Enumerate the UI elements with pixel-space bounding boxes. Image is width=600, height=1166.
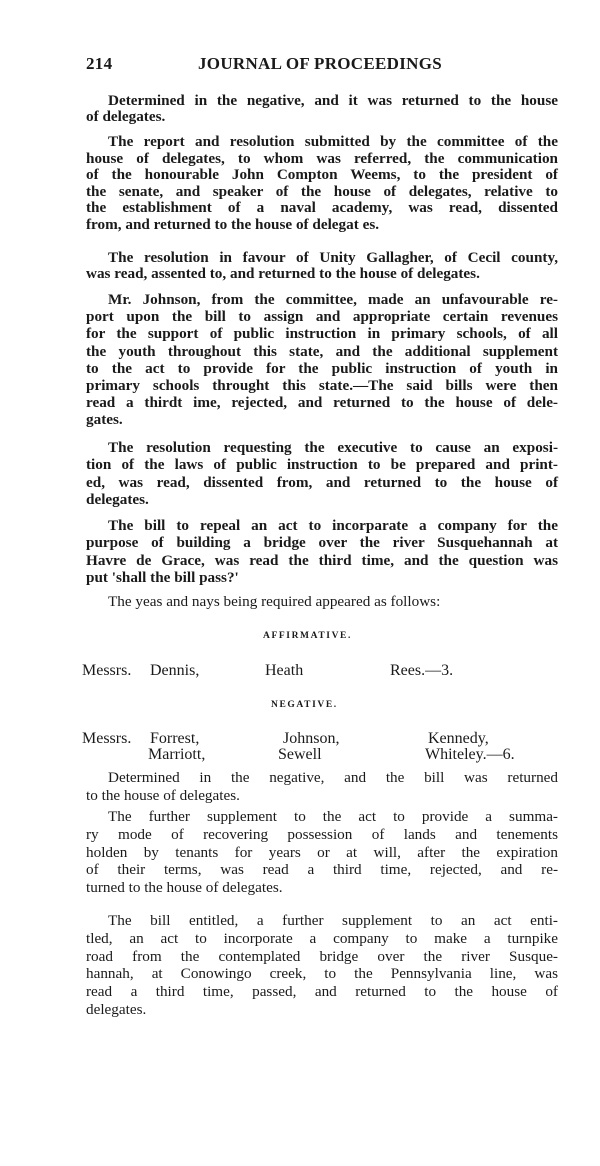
text-line: Determined in the negative, and the bill was returned [108, 769, 558, 786]
voter-name: Marriott, [148, 746, 206, 763]
voter-name: Whiteley.—6. [425, 746, 515, 763]
text-line: The resolution in favour of Unity Gallagher, of Cecil county, [108, 249, 558, 266]
text-line: the youth throughout this state, and the additional supplement [86, 342, 558, 360]
text-line: for the support of public instruction in primary schools, of all [86, 325, 558, 343]
text-line: The resolution requesting the executive to cause an exposi- [108, 439, 558, 456]
text-line: the senate, and speaker of the house of delegates, relative to [86, 182, 558, 200]
text-line: delegates. [86, 491, 149, 509]
text-line: ed, was read, dissented from, and returned to the house of [86, 473, 558, 491]
text-line: The further supplement to the act to provide a summa- [108, 808, 558, 825]
text-line: was read, assented to, and returned to the house of delegates. [86, 265, 480, 282]
affirmative-heading: AFFIRMATIVE. [263, 631, 352, 641]
running-title: JOURNAL OF PROCEEDINGS [198, 54, 442, 73]
text-line: of their terms, was read a third time, rejected, and re- [86, 861, 558, 879]
text-line: hannah, at Conowingo creek, to the Pennsylvania line, was [86, 965, 558, 983]
text-line: Determined in the negative, and it was returned to the house [108, 92, 558, 109]
text-line: road from the contemplated bridge over the river Susque- [86, 947, 558, 965]
text-line: put 'shall the bill pass?' [86, 569, 239, 587]
text-line: of delegates. [86, 108, 166, 125]
text-line: tled, an act to incorporate a company to make a turnpike [86, 929, 558, 947]
text-line: Havre de Grace, was read the third time, and the question was [86, 551, 558, 569]
text-line: delegates. [86, 1001, 147, 1018]
text-line: read a thirdt ime, rejected, and returned to the house of dele- [86, 394, 558, 412]
voter-name: Sewell [278, 746, 322, 763]
page-number: 214 [86, 54, 113, 73]
voter-name: Rees.—3. [390, 662, 454, 679]
text-line: port upon the bill to assign and appropriate certain revenues [86, 308, 558, 326]
voter-name: Johnson, [283, 730, 340, 747]
text-line: turned to the house of delegates. [86, 879, 283, 897]
text-line: tion of the laws of public instruction to be prepared and print- [86, 456, 558, 474]
voter-name: Kennedy, [428, 730, 489, 747]
text-line: to the act to provide for the public instruction of youth in [86, 359, 558, 377]
text-line: from, and returned to the house of delegat es. [86, 216, 380, 233]
text-line: of the honourable John Compton Weems, to the president of [86, 166, 558, 184]
voter-name: Forrest, [150, 730, 200, 747]
text-line: The bill to repeal an act to incorparate a company for the [108, 517, 558, 534]
messrs-label: Messrs. [82, 730, 132, 747]
messrs-label: Messrs. [82, 662, 132, 679]
negative-heading: NEGATIVE. [271, 700, 338, 710]
text-line: gates. [86, 411, 123, 429]
voter-name: Dennis, [150, 662, 200, 679]
text-line: to the house of delegates. [86, 786, 240, 804]
text-line: holden by tenants for years or at will, after the expiration [86, 843, 558, 861]
text-line: The yeas and nays being required appeared as follows: [108, 593, 441, 610]
text-line: The bill entitled, a further supplement to an act enti- [108, 912, 558, 929]
text-line: the establishment of a naval academy, was read, dissented [86, 199, 558, 217]
voter-name: Heath [265, 662, 304, 679]
text-line: primary schools throught this state.—The said bills were then [86, 377, 558, 394]
text-line: ry mode of recovering possession of lands and tenements [86, 825, 558, 843]
text-line: Mr. Johnson, from the committee, made an unfavourable re- [108, 291, 558, 308]
text-line: The report and resolution submitted by the committee of the [108, 133, 558, 150]
text-line: purpose of building a bridge over the river Susquehannah at [86, 534, 558, 552]
text-line: read a third time, passed, and returned to the house of [86, 983, 558, 1001]
text-line: house of delegates, to whom was referred, the communication [86, 149, 558, 167]
